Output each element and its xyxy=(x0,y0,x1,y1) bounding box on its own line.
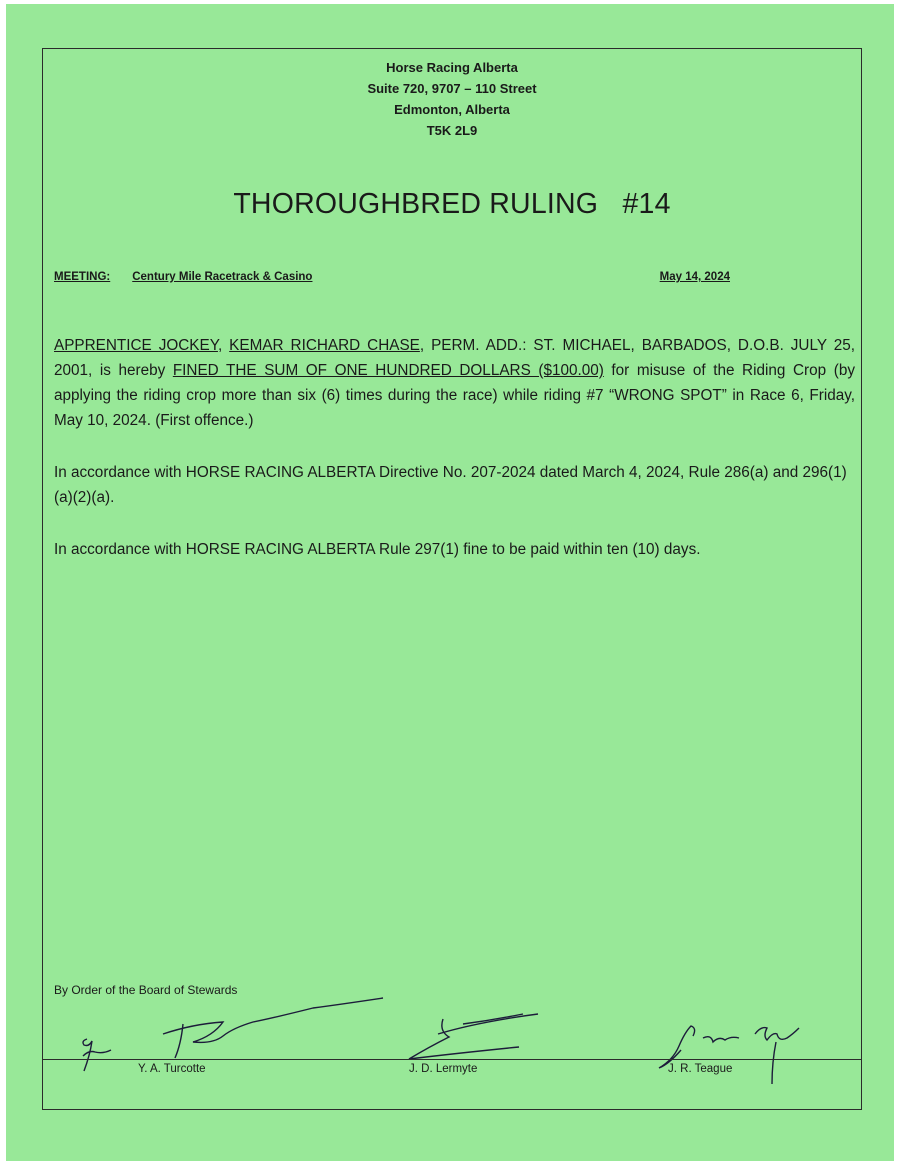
meeting-line xyxy=(54,271,730,283)
document-sheet xyxy=(6,4,894,1161)
postal-code: T5K 2L9 xyxy=(426,123,478,138)
org-name: Horse Racing Alberta xyxy=(386,60,518,75)
meeting-label: MEETING: xyxy=(54,271,111,283)
signature-turcotte xyxy=(83,998,383,1071)
text-segment: , PERM. ADD.: ST. MICHAEL, BARBADOS, D.O.B. JULY 25, 2001, is hereby xyxy=(54,337,855,379)
board-order-text: By Order of the Board of Stewards xyxy=(54,983,238,997)
text-segment: , xyxy=(217,337,230,354)
jockey-name: KEMAR RICHARD CHASE xyxy=(229,337,420,354)
steward-name-3: J. R. Teague xyxy=(668,1063,733,1075)
address-line-2: Edmonton, Alberta xyxy=(394,102,510,117)
meeting-venue: Century Mile Racetrack & Casino xyxy=(132,271,313,283)
ruling-title: THOROUGHBRED RULING #14 xyxy=(233,188,671,220)
letterhead xyxy=(43,57,861,141)
signature-line xyxy=(43,1059,861,1060)
signatures xyxy=(43,994,861,1104)
address-line-1: Suite 720, 9707 – 110 Street xyxy=(367,81,537,96)
fine-amount: FINED THE SUM OF ONE HUNDRED DOLLARS ($100.00) xyxy=(172,362,604,379)
jockey-status: APPRENTICE JOCKEY xyxy=(54,337,218,354)
text-segment: for misuse of the Riding Crop (by applying the riding crop more than six (6) times during the race) while riding #7 “WRONG SPOT” in Race 6, Friday, May 10, 2024. (First offence.) xyxy=(54,362,855,429)
ruling-paragraph xyxy=(54,333,855,433)
directive-paragraph: In accordance with HORSE RACING ALBERTA Directive No. 207-2024 dated March 4, 2024, Rule 286(a) and 296(1)(a)(2)(a). xyxy=(54,464,847,506)
steward-name-2: J. D. Lermyte xyxy=(409,1063,478,1075)
signature-teague xyxy=(659,1026,799,1084)
steward-name-1: Y. A. Turcotte xyxy=(138,1063,206,1075)
ruling-frame xyxy=(42,48,862,1110)
ruling-date: May 14, 2024 xyxy=(659,271,730,283)
signature-lermyte xyxy=(409,1014,538,1059)
payment-paragraph: In accordance with HORSE RACING ALBERTA Rule 297(1) fine to be paid within ten (10) days. xyxy=(54,541,701,558)
